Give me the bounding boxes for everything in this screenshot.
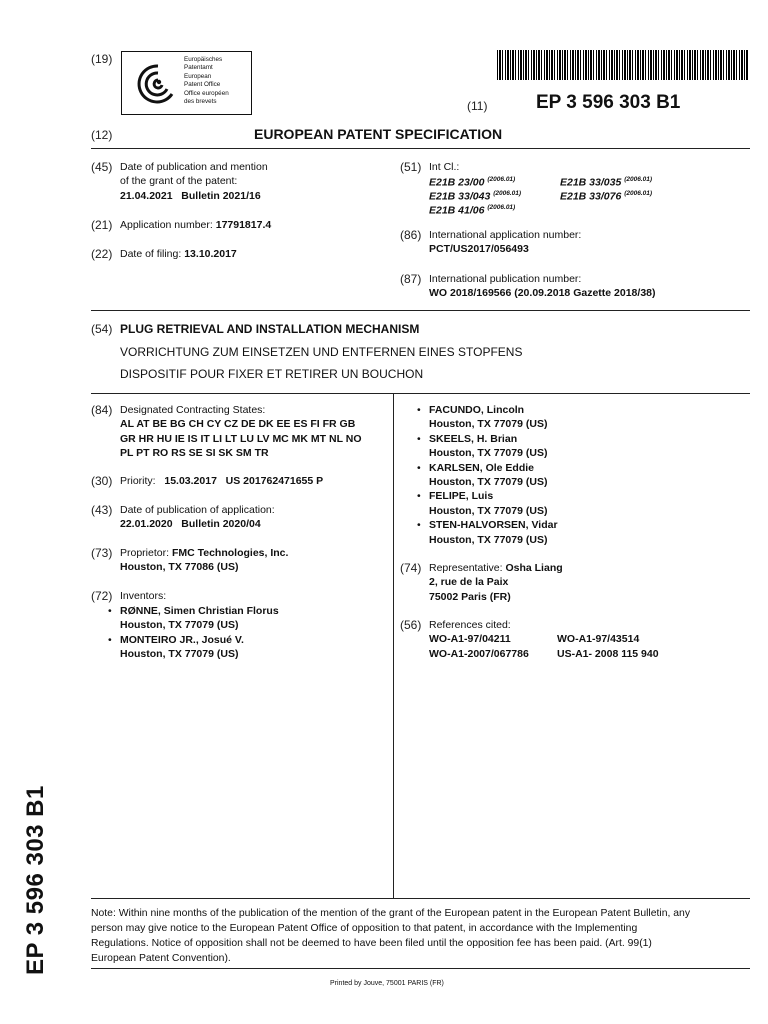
- epo-logo: [121, 51, 252, 115]
- barcode: [497, 50, 749, 80]
- priority: Priority: 15.03.2017 US 201762471655 P: [120, 475, 324, 487]
- document-title: EUROPEAN PATENT SPECIFICATION: [254, 126, 503, 142]
- ipc-class: E21B 33/076 $^{(2006.01)}$: [560, 190, 653, 203]
- inid-30: (30): [91, 474, 113, 488]
- inventor-list-right: [417, 403, 558, 547]
- inid-22: (22): [91, 247, 113, 261]
- epo-emblem-icon: [128, 58, 180, 108]
- inid-45: (45): [91, 160, 113, 174]
- column-divider: [393, 393, 394, 898]
- application-number: Application number: 17791817.4: [120, 219, 272, 231]
- ipc-class: E21B 23/00 $^{(2006.01)}$: [429, 176, 516, 189]
- list-item: • RØNNE, Simen Christian Florus Houston, TX 77079 (US): [108, 604, 279, 633]
- list-item: • KARLSEN, Ole Eddie Houston, TX 77079 (US): [417, 461, 558, 490]
- inid-74: (74): [400, 561, 422, 575]
- inid-11: (11): [467, 99, 488, 113]
- inid-72: (72): [91, 589, 113, 603]
- divider-note: [91, 898, 750, 899]
- list-item: • FACUNDO, Lincoln Houston, TX 77079 (US): [417, 403, 558, 432]
- designated-states: Designated Contracting States: AL AT BE BG CH CY CZ DE DK EE ES FI FR GB GR HR HU IE IS IT LI LT LU LV MC MK MT NL NO PL PT RO RS SE SI SK SM TR: [120, 404, 362, 460]
- grant-publication-value: 21.04.2021 Bulletin 2021/16: [120, 189, 261, 202]
- grant-publication: Date of publication and mention of the grant of the patent: 21.04.2021 Bulletin 2021/16: [120, 160, 390, 203]
- inid-43: (43): [91, 503, 113, 517]
- list-item: • SKEELS, H. Brian Houston, TX 77079 (US): [417, 432, 558, 461]
- application-publication: Date of publication of application: 22.01.2020 Bulletin 2020/04: [120, 504, 275, 531]
- inid-21: (21): [91, 218, 113, 232]
- divider-bottom: [91, 968, 750, 969]
- list-item: • STEN-HALVORSEN, Vidar Houston, TX 77079 (US): [417, 518, 558, 547]
- inventor-list-left: [108, 604, 279, 662]
- references-label: References cited:: [429, 619, 511, 631]
- ipc-class: E21B 33/035 $^{(2006.01)}$: [560, 176, 653, 189]
- list-item: • FELIPE, Luis Houston, TX 77079 (US): [417, 489, 558, 518]
- int-cl-label: Int Cl.:: [429, 161, 460, 173]
- proprietor: Proprietor: FMC Technologies, Inc. Houston, TX 77086 (US): [120, 547, 289, 574]
- epo-logo-text: Europäisches Patentamt European Patent Office Office européen des brevets: [184, 56, 229, 106]
- international-application: International application number: PCT/US2017/056493: [429, 229, 582, 256]
- printer-line: Printed by Jouve, 75001 PARIS (FR): [330, 980, 444, 987]
- inventors-label: Inventors:: [120, 590, 167, 602]
- reference: WO-A1-97/43514: [557, 633, 640, 645]
- inid-84: (84): [91, 403, 113, 417]
- patent-number: EP 3 596 303 B1: [536, 92, 681, 113]
- title-german: VORRICHTUNG ZUM EINSETZEN UND ENTFERNEN EINES STOPFENS: [120, 345, 523, 359]
- divider-body: [91, 393, 750, 394]
- title-english: PLUG RETRIEVAL AND INSTALLATION MECHANISM: [120, 322, 420, 336]
- list-item: • MONTEIRO JR., Josué V. Houston, TX 77079 (US): [108, 633, 279, 662]
- inid-54: (54): [91, 322, 113, 336]
- inid-19: (19): [91, 52, 113, 66]
- ipc-class: E21B 41/06 $^{(2006.01)}$: [429, 204, 516, 217]
- inid-73: (73): [91, 546, 113, 560]
- divider-title: [91, 310, 750, 311]
- opposition-note: Note: Within nine months of the publication of the mention of the grant of the European patent in the European Patent Bulletin, any person may give notice to the European Patent Office of opposition to that patent, in accordance with the Implementing Regulations. Notice of opposition shall not be deemed to have been filed until the opposition fee has been paid. (Art. 99(1) European Patent Convention).: [91, 908, 691, 964]
- inid-12: (12): [91, 128, 113, 142]
- inid-86: (86): [400, 228, 422, 242]
- reference: WO-A1-2007/067786: [429, 648, 529, 660]
- representative: Representative: Osha Liang 2, rue de la Paix 75002 Paris (FR): [429, 562, 563, 603]
- inid-51: (51): [400, 160, 422, 174]
- title-french: DISPOSITIF POUR FIXER ET RETIRER UN BOUCHON: [120, 367, 424, 381]
- international-publication: International publication number: WO 2018/169566 (20.09.2018 Gazette 2018/38): [429, 273, 656, 300]
- reference: US-A1- 2008 115 940: [557, 648, 659, 660]
- divider-top: [91, 148, 750, 149]
- reference: WO-A1-97/04211: [429, 633, 511, 645]
- ipc-class: E21B 33/043 $^{(2006.01)}$: [429, 190, 522, 203]
- side-patent-number: EP 3 596 303 B1: [22, 785, 49, 975]
- filing-date: Date of filing: 13.10.2017: [120, 248, 237, 260]
- inid-56: (56): [400, 618, 422, 632]
- inid-87: (87): [400, 272, 422, 286]
